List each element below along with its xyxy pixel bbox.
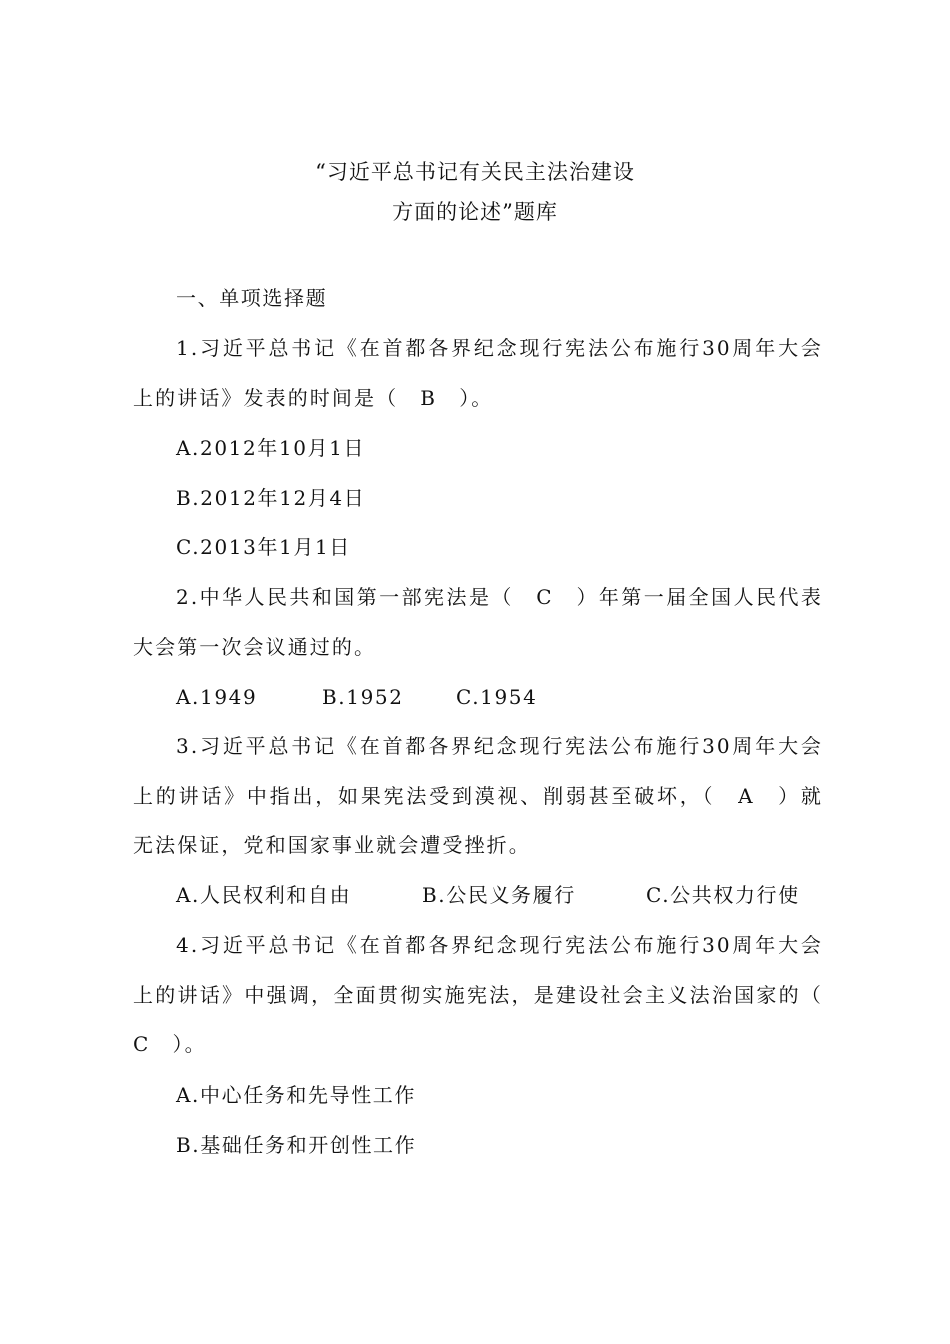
question-3-stem: 3.习近平总书记《在首都各界纪念现行宪法公布施行30周年大会上的讲话》中指出，如果宪法受到漠视、削弱甚至破坏，（ A ）就无法保证，党和国家事业就会遭受挫折。: [133, 734, 823, 858]
question-1-option-b: B.2012年12月4日: [176, 486, 366, 510]
question-2-option-b: B.1952: [322, 685, 404, 709]
question-4-option-a: A.中心任务和先导性工作: [176, 1083, 417, 1107]
document-title-line-1: “习近平总书记有关民主法治建设: [315, 160, 635, 184]
question-4-option-b: B.基础任务和开创性工作: [176, 1133, 417, 1157]
question-3-options: [176, 881, 800, 909]
question-1-stem: 1.习近平总书记《在首都各界纪念现行宪法公布施行30周年大会上的讲话》发表的时间是（ B ）。: [133, 336, 823, 410]
document-title-line-2: 方面的论述”题库: [392, 200, 558, 224]
question-3-option-c: C.公共权力行使: [646, 883, 800, 907]
question-4-stem: 4.习近平总书记《在首都各界纪念现行宪法公布施行30周年大会上的讲话》中强调，全面贯彻实施宪法，是建设社会主义法治国家的（ C ）。: [133, 933, 846, 1057]
question-1-option-c: C.2013年1月1日: [176, 535, 351, 559]
question-2-options: [176, 683, 537, 711]
question-1-option-a: A.2012年10月1日: [176, 436, 366, 460]
question-2-option-c: C.1954: [456, 685, 538, 709]
question-2-stem: 2.中华人民共和国第一部宪法是（ C ）年第一届全国人民代表大会第一次会议通过的。: [133, 585, 823, 659]
question-2-option-a: A.1949: [176, 685, 258, 709]
question-3-option-a: A.人民权利和自由: [176, 883, 352, 907]
section-heading: 一、单项选择题: [176, 286, 328, 310]
question-3-option-b: B.公民义务履行: [422, 883, 576, 907]
